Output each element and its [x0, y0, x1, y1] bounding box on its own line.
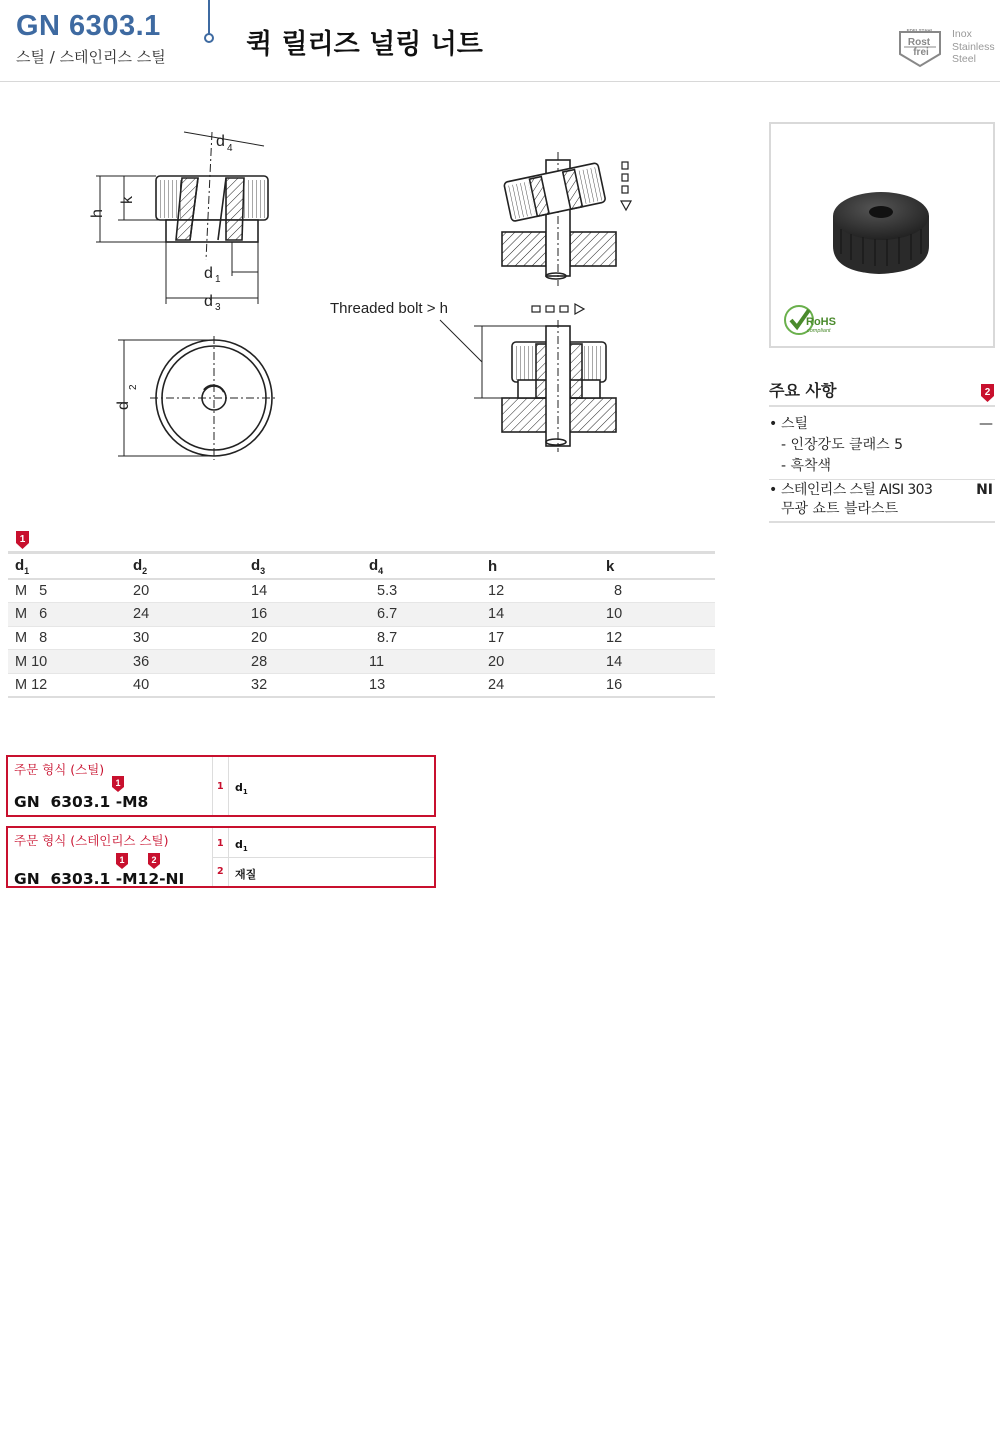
features-separator — [769, 479, 995, 480]
inox-line-3: Steel — [952, 53, 976, 65]
label-d2: d — [115, 401, 132, 410]
feature-sub: 무광 쇼트 블라스트 — [781, 501, 899, 517]
table-cell: M 8 — [8, 626, 126, 650]
top-view — [118, 336, 278, 460]
features-marker-icon — [980, 383, 995, 403]
table-row — [8, 579, 715, 603]
technical-drawing — [0, 100, 660, 470]
column-header-d4: $d_4$ — [362, 553, 481, 580]
table-cell: 14 — [481, 603, 599, 627]
feature-sub: - 인장강도 클래스 5 — [781, 437, 903, 453]
order-marker-2-icon — [147, 852, 161, 870]
features-rule — [769, 405, 995, 407]
label-d3: d — [204, 293, 213, 310]
table-row — [8, 603, 715, 627]
label-d4-sub: 4 — [227, 143, 233, 154]
badge-line2: frei — [913, 47, 929, 58]
order-entry-key: $d_1$ — [235, 781, 248, 797]
order-entry-number: 1 — [217, 781, 224, 792]
table-cell: 20 — [244, 626, 362, 650]
label-d1: d — [204, 265, 213, 282]
feature-item-steel: • 스틸 — - 인장강도 클래스 5 - 흑착색 — [769, 414, 995, 477]
table-cell: 5.3 — [362, 579, 481, 603]
table-cell: M 6 — [8, 603, 126, 627]
feature-item-stainless: • 스테인리스 스틸 AISI 303 NI 무광 쇼트 블라스트 — [769, 482, 993, 517]
rohs-sub: compliant — [807, 328, 831, 334]
table-cell: 32 — [244, 673, 362, 697]
table-cell: 16 — [244, 603, 362, 627]
table-cell: M 10 — [8, 650, 126, 674]
order-entry-key: $d_1$ — [235, 838, 248, 854]
side-view — [96, 132, 268, 304]
table-cell: 30 — [126, 626, 244, 650]
dimension-table — [8, 551, 715, 698]
column-header-h: h — [481, 553, 599, 580]
tilted-nut-view — [502, 152, 631, 286]
order-marker-1-icon — [111, 775, 125, 793]
table-cell: 24 — [481, 673, 599, 697]
order-example-code: GN 6303.1 -M12-NI — [14, 870, 185, 888]
table-header-row — [8, 553, 715, 580]
table-cell: 14 — [244, 579, 362, 603]
table-cell: 8.7 — [362, 626, 481, 650]
product-title: 퀵 릴리즈 널링 너트 — [246, 29, 483, 60]
table-cell: 28 — [244, 650, 362, 674]
svg-text:1: 1 — [115, 778, 121, 788]
features-separator — [769, 521, 995, 523]
label-k: k — [119, 196, 136, 204]
table-cell: 12 — [481, 579, 599, 603]
feature-code: NI — [976, 482, 993, 498]
table-cell: 13 — [362, 673, 481, 697]
svg-text:2: 2 — [151, 855, 157, 865]
page-header — [0, 0, 1000, 82]
rohs-label: RoHS — [806, 316, 836, 328]
features-title: 주요 사항 — [769, 381, 837, 400]
table-row — [8, 650, 715, 674]
table-cell: M 5 — [8, 579, 126, 603]
inox-line-2: Stainless — [952, 40, 995, 53]
label-h: h — [89, 209, 106, 218]
badge-top-text: EDELSTAHL — [906, 28, 934, 33]
label-d3-sub: 3 — [215, 302, 221, 313]
inox-line-1: Inox — [952, 28, 972, 40]
column-header-d2: $d_2$ — [126, 553, 244, 580]
table-cell: 40 — [126, 673, 244, 697]
table-cell: 17 — [481, 626, 599, 650]
table-cell: 16 — [599, 673, 715, 697]
order-entry-number: 1 — [217, 838, 224, 849]
rohs-icon — [785, 306, 836, 334]
header-divider — [208, 0, 210, 34]
table-row — [8, 673, 715, 697]
order-entry-number: 2 — [217, 866, 224, 877]
order-example-stainless — [6, 826, 436, 888]
table-cell: 20 — [126, 579, 244, 603]
table-cell: 36 — [126, 650, 244, 674]
product-code: GN 6303.1 — [16, 10, 161, 42]
table-cell: 12 — [599, 626, 715, 650]
order-label: 주문 형식 (스테인리스 스틸) — [14, 833, 169, 848]
table-row — [8, 626, 715, 650]
order-marker-1-icon — [115, 852, 129, 870]
rostfrei-badge-icon — [896, 28, 946, 68]
svg-text:1: 1 — [19, 534, 26, 545]
seated-nut-view — [440, 304, 616, 452]
order-entry-key: 재질 — [235, 868, 257, 881]
table-cell: 20 — [481, 650, 599, 674]
label-d2-sub: 2 — [128, 384, 139, 390]
product-image — [771, 124, 993, 346]
table-cell: 6.7 — [362, 603, 481, 627]
order-example-steel — [6, 755, 436, 817]
order-example-code: GN 6303.1 -M8 — [14, 793, 149, 811]
table-cell: 24 — [126, 603, 244, 627]
product-subtitle: 스틸 / 스테인리스 스틸 — [16, 48, 166, 66]
label-d4: d — [216, 133, 225, 150]
column-header-d3: $d_3$ — [244, 553, 362, 580]
feature-sub: - 흑착색 — [781, 458, 832, 474]
feature-text: 스틸 — [781, 416, 809, 432]
svg-text:2: 2 — [984, 387, 991, 398]
table-cell: M 12 — [8, 673, 126, 697]
table-cell: 11 — [362, 650, 481, 674]
inox-label — [952, 28, 995, 66]
column-header-d1: $d_1$ — [8, 553, 126, 580]
table-marker-icon — [15, 530, 30, 550]
header-divider-dot — [204, 33, 214, 43]
svg-text:1: 1 — [119, 855, 125, 865]
threaded-bolt-label: Threaded bolt > h — [330, 300, 449, 317]
column-header-k: k — [599, 553, 715, 580]
table-cell: 14 — [599, 650, 715, 674]
product-photo — [769, 122, 995, 348]
label-d1-sub: 1 — [215, 274, 221, 285]
order-label: 주문 형식 (스틸) — [14, 762, 105, 777]
badge-line1: Rost — [907, 37, 931, 48]
table-cell: 10 — [599, 603, 715, 627]
feature-code: — — [979, 416, 993, 432]
feature-text: 스테인리스 스틸 AISI 303 — [781, 482, 933, 498]
table-cell: 8 — [599, 579, 715, 603]
